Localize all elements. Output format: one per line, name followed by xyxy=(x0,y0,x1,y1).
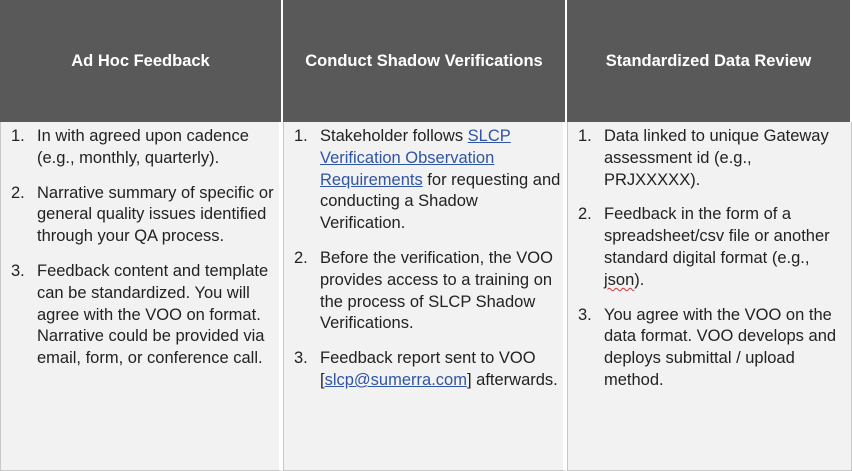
list-item xyxy=(284,248,563,335)
slcp-requirements-link[interactable]: SLCP Verification Observation Requirements xyxy=(320,127,511,189)
list-item-text: In with agreed upon cadence (e.g., monthly, quarterly). xyxy=(37,127,249,167)
column-header-shadow-verifications: Conduct Shadow Verifications xyxy=(283,0,567,122)
list-item xyxy=(568,126,851,191)
column-header-ad-hoc-feedback: Ad Hoc Feedback xyxy=(0,0,283,122)
list-item-text: Feedback in the form of a spreadsheet/csv file or another standard digital format (e.g., xyxy=(604,205,830,267)
list-item xyxy=(1,261,279,370)
list-item xyxy=(284,348,563,392)
list-item-text: Before the verification, the VOO provides access to a training on the process of SLCP Shadow Verifications. xyxy=(320,248,553,333)
list-item xyxy=(284,126,563,235)
list-item-text: ] afterwards. xyxy=(466,370,558,389)
standardized-data-review-cell xyxy=(567,122,852,471)
list-item-text: Stakeholder follows xyxy=(320,127,468,145)
list-number: 1. xyxy=(294,127,308,145)
email-link[interactable]: slcp@sumerra.com xyxy=(324,370,467,389)
list-item-text: You agree with the VOO on the data format. VOO develops and deploys submittal / upload method. xyxy=(604,305,837,389)
list-item-text: Data linked to unique Gateway assessment id (e.g., PRJXXXXX). xyxy=(604,127,829,189)
list-item xyxy=(568,305,851,392)
list-number: 1. xyxy=(578,127,592,145)
shadow-verifications-list xyxy=(284,126,563,392)
list-item xyxy=(568,204,851,291)
list-item xyxy=(1,183,279,248)
list-number: 3. xyxy=(578,305,592,324)
list-number: 1. xyxy=(11,127,25,145)
list-number: 2. xyxy=(578,205,592,224)
list-number: 3. xyxy=(11,261,25,280)
list-item-text: for requesting and conducting a Shadow Verification. xyxy=(320,170,561,233)
list-item-text: Feedback report sent to VOO [ xyxy=(320,349,536,389)
spellcheck-word: json xyxy=(604,270,635,289)
shadow-verifications-cell xyxy=(283,122,567,471)
list-item-text: ). xyxy=(634,270,645,289)
list-item xyxy=(1,126,279,170)
list-item-text: Narrative summary of specific or general quality issues identified through your QA process. xyxy=(37,183,274,246)
ad-hoc-feedback-cell xyxy=(0,122,283,471)
list-number: 3. xyxy=(294,349,308,368)
list-number: 2. xyxy=(294,248,308,267)
list-item-text: Feedback content and template can be standardized. You will agree with the VOO on format. Narrative could be provided via email, form, or conference call. xyxy=(37,261,269,368)
standardized-data-review-list xyxy=(568,126,851,392)
ad-hoc-feedback-list xyxy=(1,126,279,370)
column-header-standardized-data-review: Standardized Data Review xyxy=(567,0,852,122)
list-number: 2. xyxy=(11,183,25,202)
